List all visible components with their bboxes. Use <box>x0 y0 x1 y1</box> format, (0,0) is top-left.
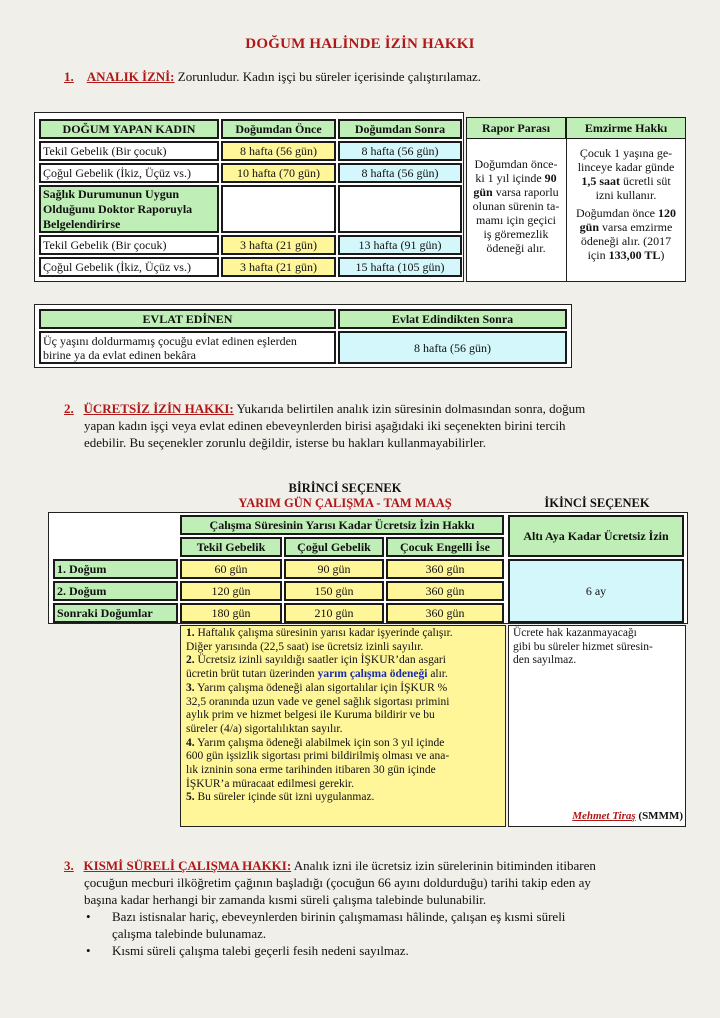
row2-engelli: 360 gün <box>386 581 504 601</box>
row1-cogul: 90 gün <box>284 559 384 579</box>
right-note-text: Ücrete hak kazanmayacağı gibi bu süreler hizmet süresin- den sayılmaz. <box>513 627 653 667</box>
row-label-1: 1. Doğum <box>53 559 178 579</box>
section1-heading: ANALIK İZNİ: <box>86 69 175 84</box>
analik-header-kadin: DOĞUM YAPAN KADIN <box>39 119 219 139</box>
section1-text: Zorunludur. Kadın işçi bu süreler içerisinde çalıştırılamaz. <box>174 69 482 84</box>
row1-tekil: 60 gün <box>180 559 282 579</box>
section3-heading: KISMİ SÜRELİ ÇALIŞMA HAKKI: <box>83 858 292 873</box>
section2-heading: ÜCRETSİZ İZİN HAKKI: <box>83 401 234 416</box>
section2-paragraph: 2. ÜCRETSİZ İZİN HAKKI: Yukarıda belirtilen analık izin süresinin dolmasından sonra, doğum yapan kadın işçi veya evlat edinen ebeveynlerden birisi aşağıdaki iki seçenekten birini tercih edebilir. Bu seçenekler zorunlu değildir, isterse bu hakları kullanmayabilirler. <box>64 401 586 450</box>
option1-subtitle: YARIM GÜN ÇALIŞMA - TAM MAAŞ <box>238 496 452 510</box>
rapor-text: Doğumdan önce- ki 1 yıl içinde 90 gün varsa raporlu olunan sürenin ta- mamı için geçici iş göremezlik ödeneği alır. <box>472 157 560 255</box>
row3-engelli: 360 gün <box>386 603 504 623</box>
analik-row3-once <box>221 185 336 233</box>
signature <box>513 810 683 822</box>
row-label-3: Sonraki Doğumlar <box>53 603 178 623</box>
analik-row2-sonra: 8 hafta (56 gün) <box>338 163 462 183</box>
analik-row2-once: 10 hafta (70 gün) <box>221 163 336 183</box>
evlat-value: 8 hafta (56 gün) <box>338 331 567 364</box>
analik-row3-label: Sağlık Durumunun Uygun Olduğunu Doktor Raporuyla Belgelendirirse <box>39 185 219 233</box>
row-label-2: 2. Doğum <box>53 581 178 601</box>
right-header: Altı Aya Kadar Ücretsiz İzin <box>508 515 684 557</box>
bullet-dot: • <box>86 943 91 958</box>
bullet-1: • Bazı istisnalar hariç, ebeveynlerden birinin çalışmaması hâlinde, çalışan eş kısmi süreli çalışma talebinde bulunamaz. <box>86 909 566 941</box>
row1-engelli: 360 gün <box>386 559 504 579</box>
signature-name: Mehmet Tiraş <box>572 810 636 822</box>
emzirme-text: Çocuk 1 yaşına ge- linceye kadar günde 1,5 saat ücretli süt izni kullanır. Doğumdan önce 120 gün varsa emzirme ödeneği alır. (2017 için 133,00 TL) <box>576 146 676 262</box>
analik-row1-once: 8 hafta (56 gün) <box>221 141 336 161</box>
page-title: DOĞUM HALİNDE İZİN HAKKI <box>245 36 475 52</box>
option2-title: İKİNCİ SEÇENEK <box>544 496 650 510</box>
notes-text: 1. Haftalık çalışma süresinin yarısı kadar işyerinde çalışır. Diğer yarısında (22,5 saat) ise ücretsiz izinli sayılır. 2. Ücretsiz izinli sayıldığı saatler için İŞKUR’dan asgari ücretin brüt tutarı üzerinden yarım çalışma ödeneği alır. 3. Yarım çalışma ödeneği alan sigortalılar için İŞKUR % 32,5 oranında uzun vade ve genel sağlık sigortası primini aylık prim ve hizmet belgesi ile Kuruma bildirir ve bu süreler (4/a) sigortalılıktan sayılır. 4. Yarım çalışma ödeneği alabilmek için son 3 yıl içinde 600 gün işsizlik sigortası primi bildirilmiş olması ve ana- lık izninin sona erme tarihinden itibaren 30 gün içinde İŞKUR’a müracaat edilmesi gerekir. 5. Bu süreler içinde süt izni uygulanmaz. <box>186 627 453 804</box>
analik-row5-label: Çoğul Gebelik (İkiz, Üçüz vs.) <box>39 257 219 277</box>
analik-row2-label: Çoğul Gebelik (İkiz, Üçüz vs.) <box>39 163 219 183</box>
section1-heading-line <box>64 68 684 85</box>
row2-cogul: 150 gün <box>284 581 384 601</box>
evlat-left-text: Üç yaşını doldurmamış çocuğu evlat edinen eşlerden birine ya da evlat edinen bekâra <box>39 331 336 364</box>
section1-number: 1. <box>64 69 74 84</box>
emzirme-header: Emzirme Hakkı <box>566 117 686 139</box>
right-value: 6 ay <box>508 559 684 623</box>
analik-row4-sonra: 13 hafta (91 gün) <box>338 235 462 255</box>
group-header: Çalışma Süresinin Yarısı Kadar Ücretsiz İzin Hakkı <box>180 515 504 535</box>
evlat-header-right: Evlat Edindikten Sonra <box>338 309 567 329</box>
rapor-header: Rapor Parası <box>466 117 566 139</box>
analik-row4-label: Tekil Gebelik (Bir çocuk) <box>39 235 219 255</box>
analik-header-once: Doğumdan Önce <box>221 119 336 139</box>
analik-row1-label: Tekil Gebelik (Bir çocuk) <box>39 141 219 161</box>
evlat-header-left: EVLAT EDİNEN <box>39 309 336 329</box>
row2-tekil: 120 gün <box>180 581 282 601</box>
section3-paragraph: 3. KISMİ SÜRELİ ÇALIŞMA HAKKI: Analık izni ile ücretsiz izin sürelerinin bitiminden itibaren çocuğun mecburi ilköğretim çağının başladığı (çocuğun 66 ayını doldurduğu) tarihi takip eden ay başına kadar herhangi bir zamanda kısmi süreli çalışma talebinde bulunabilir. <box>64 858 596 907</box>
row3-cogul: 210 gün <box>284 603 384 623</box>
analik-header-sonra: Doğumdan Sonra <box>338 119 462 139</box>
signature-title: (SMMM) <box>635 810 683 822</box>
analik-row1-sonra: 8 hafta (56 gün) <box>338 141 462 161</box>
bullet-2: • Kısmi süreli çalışma talebi geçerli fesih nedeni sayılmaz. <box>86 943 409 958</box>
section3-bullets <box>86 908 692 959</box>
row3-tekil: 180 gün <box>180 603 282 623</box>
analik-row4-once: 3 hafta (21 gün) <box>221 235 336 255</box>
col-header-tekil: Tekil Gebelik <box>180 537 282 557</box>
col-header-engelli: Çocuk Engelli İse <box>386 537 504 557</box>
col-header-cogul: Çoğul Gebelik <box>284 537 384 557</box>
analik-row5-once: 3 hafta (21 gün) <box>221 257 336 277</box>
option1-title: BİRİNCİ SEÇENEK <box>288 481 402 495</box>
analik-row5-sonra: 15 hafta (105 gün) <box>338 257 462 277</box>
bullet-dot: • <box>86 909 91 924</box>
analik-row3-sonra <box>338 185 462 233</box>
